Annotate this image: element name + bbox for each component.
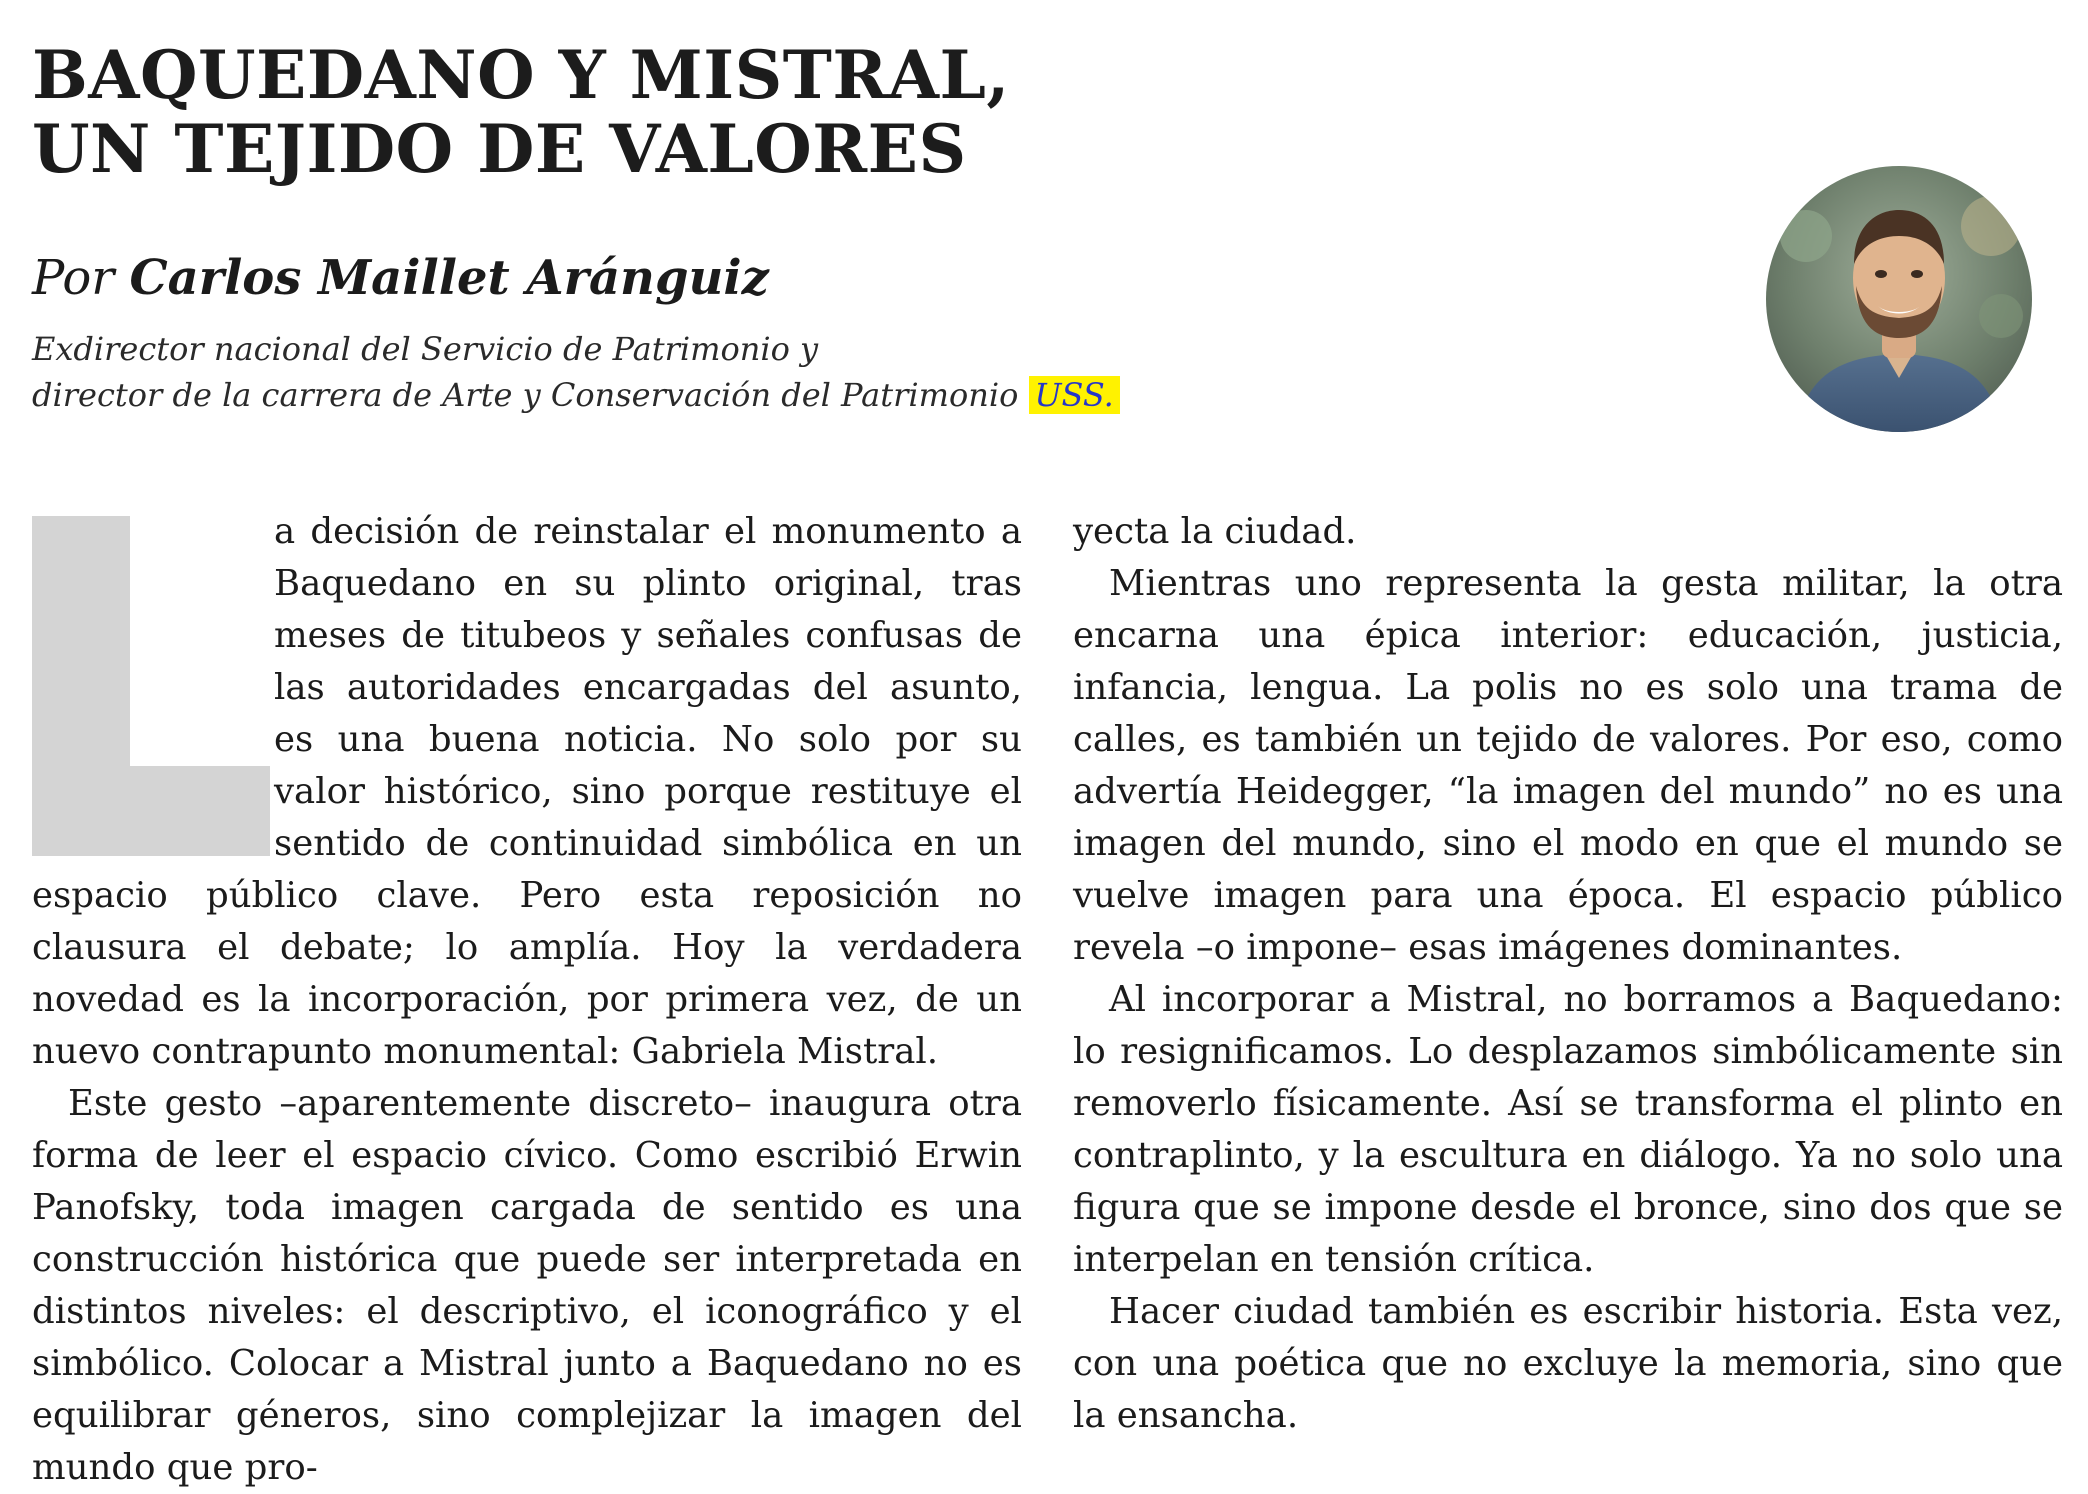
paragraph-4: Al incorporar a Mistral, no borramos a Baquedano: lo resignificamos. Lo desplazamos simbólicamente sin removerlo físicamente. Así se transforma el plinto en contraplinto, y la escultura en diálogo. Ya no solo una figura que se impone desde el bronce, sino dos que se interpelan en tensión crítica. — [1073, 979, 2063, 1280]
author-name: Carlos Maillet Aránguiz — [129, 250, 769, 306]
paragraph-3: Mientras uno representa la gesta militar, la otra encarna una épica interior: educación, justicia, infancia, lengua. La polis no es solo una trama de calles, es también un tejido de valores. Por eso, como advertía Heidegger, “la imagen del mundo” no es una imagen del mundo, sino el modo en que el mundo se vuelve imagen para una época. El espacio público revela –o impone– esas imágenes dominantes. — [1073, 563, 2063, 968]
article-column-left — [32, 506, 1022, 1494]
drop-cap — [32, 516, 270, 856]
article-column-right — [1073, 506, 2063, 1442]
paragraph-2-continued: yecta la ciudad. — [1073, 511, 1357, 552]
author-bio-line-1: Exdirector nacional del Servicio de Patrimonio y — [32, 330, 819, 368]
author-bio — [32, 326, 1120, 418]
byline — [32, 248, 769, 308]
paragraph-2: Este gesto –aparentemente discreto– inaugura otra forma de leer el espacio cívico. Como escribió Erwin Panofsky, toda imagen cargada de sentido es una construcción histórica que puede ser interpretada en distintos niveles: el descriptivo, el iconográfico y el simbólico. Colocar a Mistral junto a Baquedano no es equilibrar géneros, sino complejizar la imagen del mundo que pro- — [32, 1083, 1022, 1488]
headline-line-1: BAQUEDANO Y MISTRAL, — [32, 36, 1010, 114]
author-bio-line-2-text: director de la carrera de Arte y Conservación del Patrimonio — [32, 376, 1019, 414]
paragraph-5: Hacer ciudad también es escribir historia. Esta vez, con una poética que no excluye la memoria, sino que la ensancha. — [1073, 1291, 2063, 1436]
byline-prefix: Por — [32, 250, 115, 306]
uss-highlight: USS. — [1029, 376, 1120, 414]
author-bio-line-2 — [32, 372, 1120, 418]
paragraph-1: a decisión de reinstalar el monumento a Baquedano en su plinto original, tras meses de titubeos y señales confusas de las autoridades encargadas del asunto, es una buena noticia. No solo por su valor histórico, sino porque restituye el sentido de continuidad simbólica en un espacio público clave. Pero esta reposición no clausura el debate; lo amplía. Hoy la verdadera novedad es la incorporación, por primera vez, de un nuevo contrapunto monumental: Gabriela Mistral. — [32, 511, 1022, 1072]
author-photo — [1766, 166, 2032, 432]
headline-line-2: UN TEJIDO DE VALORES — [32, 110, 967, 188]
headline — [32, 38, 1010, 186]
